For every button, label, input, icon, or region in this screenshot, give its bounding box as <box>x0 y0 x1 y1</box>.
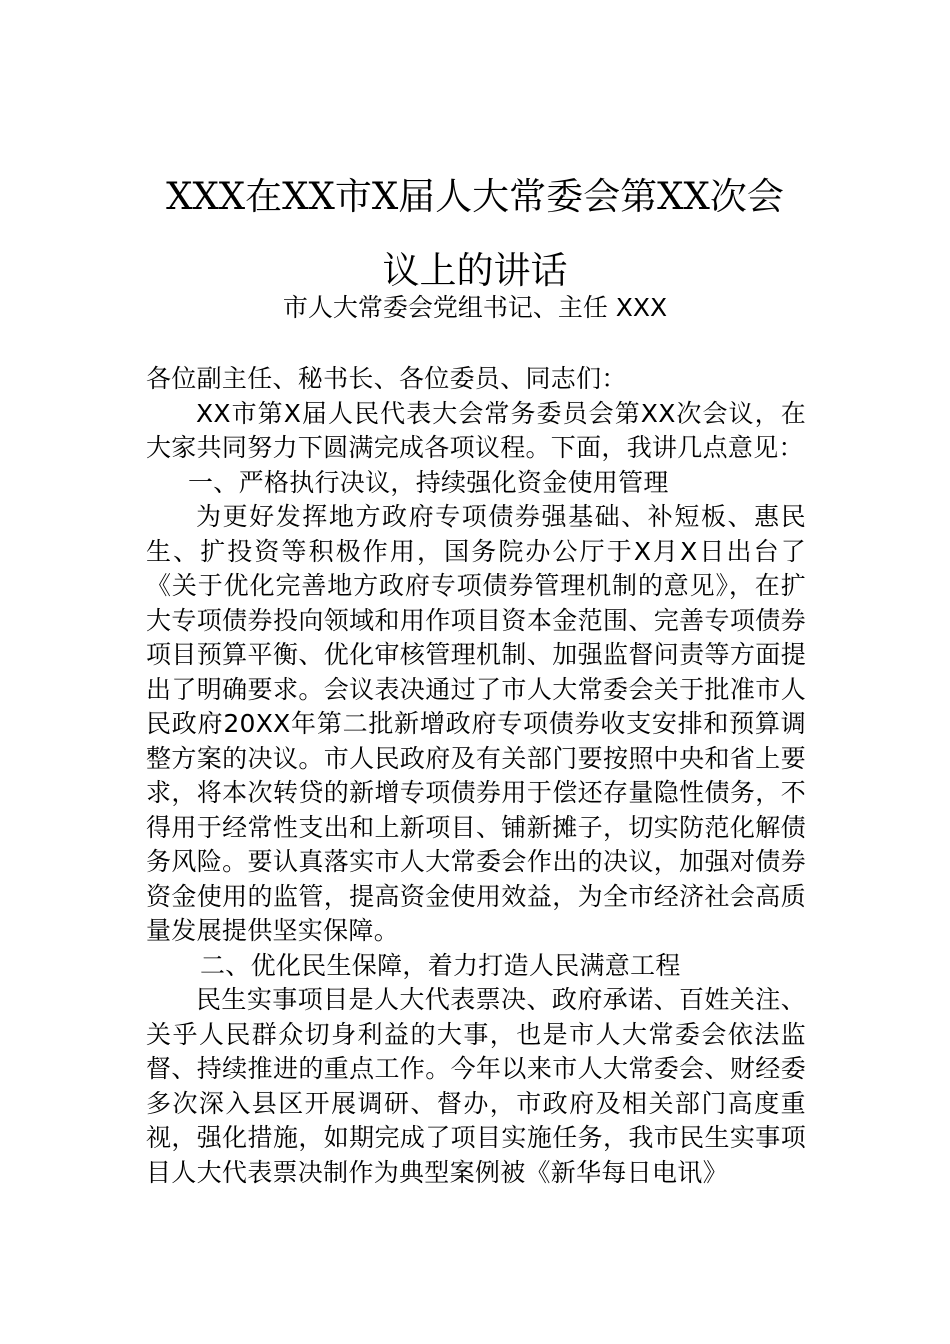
section-paragraph-1: 为更好发挥地方政府专项债券强基础、补短板、惠民生、扩投资等积极作用，国务院办公厅于X月X日出台了《关于优化完善地方政府专项债券管理机制的意见》，在扩大专项债券投向领域和用作项目资本金范围、完善专项债券项目预算平衡、优化审核管理机制、加强监督问责等方面提出了明确要求。会议表决通过了市人大常委会关于批准市人民政府20XX年第二批新增政府专项债券收支安排和预算调整方案的决议。市人民政府及有关部门要按照中央和省上要求，将本次转贷的新增专项债券用于偿还存量隐性债务，不得用于经常性支出和上新项目、铺新摊子，切实防范化解债务风险。要认真落实市人大常委会作出的决议，加强对债券资金使用的监管，提高资金使用效益，为全市经济社会高质量发展提供坚实保障。 <box>146 502 806 945</box>
section-heading-1: 一、严格执行决议，持续强化资金使用管理 <box>188 467 669 497</box>
speech-body <box>146 362 806 1190</box>
title-line-2: 议上的讲话 <box>382 249 568 292</box>
intro-paragraph: XX市第X届人民代表大会常务委员会第XX次会议，在大家共同努力下圆满完成各项议程。下面，我讲几点意见： <box>146 398 806 462</box>
speaker-subtitle: 市人大常委会党组书记、主任 XXX <box>282 293 668 322</box>
section-paragraph-2: 民生实事项目是人大代表票决、政府承诺、百姓关注、关乎人民群众切身利益的大事，也是市人大常委会依法监督、持续推进的重点工作。今年以来市人大常委会、财经委多次深入县区开展调研、督办，市政府及相关部门高度重视，强化措施，如期完成了项目实施任务，我市民生实事项目人大代表票决制作为典型案例被《新华每日电讯》 <box>146 985 806 1187</box>
document-title <box>140 160 810 308</box>
salutation: 各位副主任、秘书长、各位委员、同志们： <box>146 364 627 393</box>
title-line-1: XXX在XX市X届人大常委会第XX次会 <box>166 175 784 218</box>
section-heading-2: 二、优化民生保障，着力打造人民满意工程 <box>200 950 681 980</box>
